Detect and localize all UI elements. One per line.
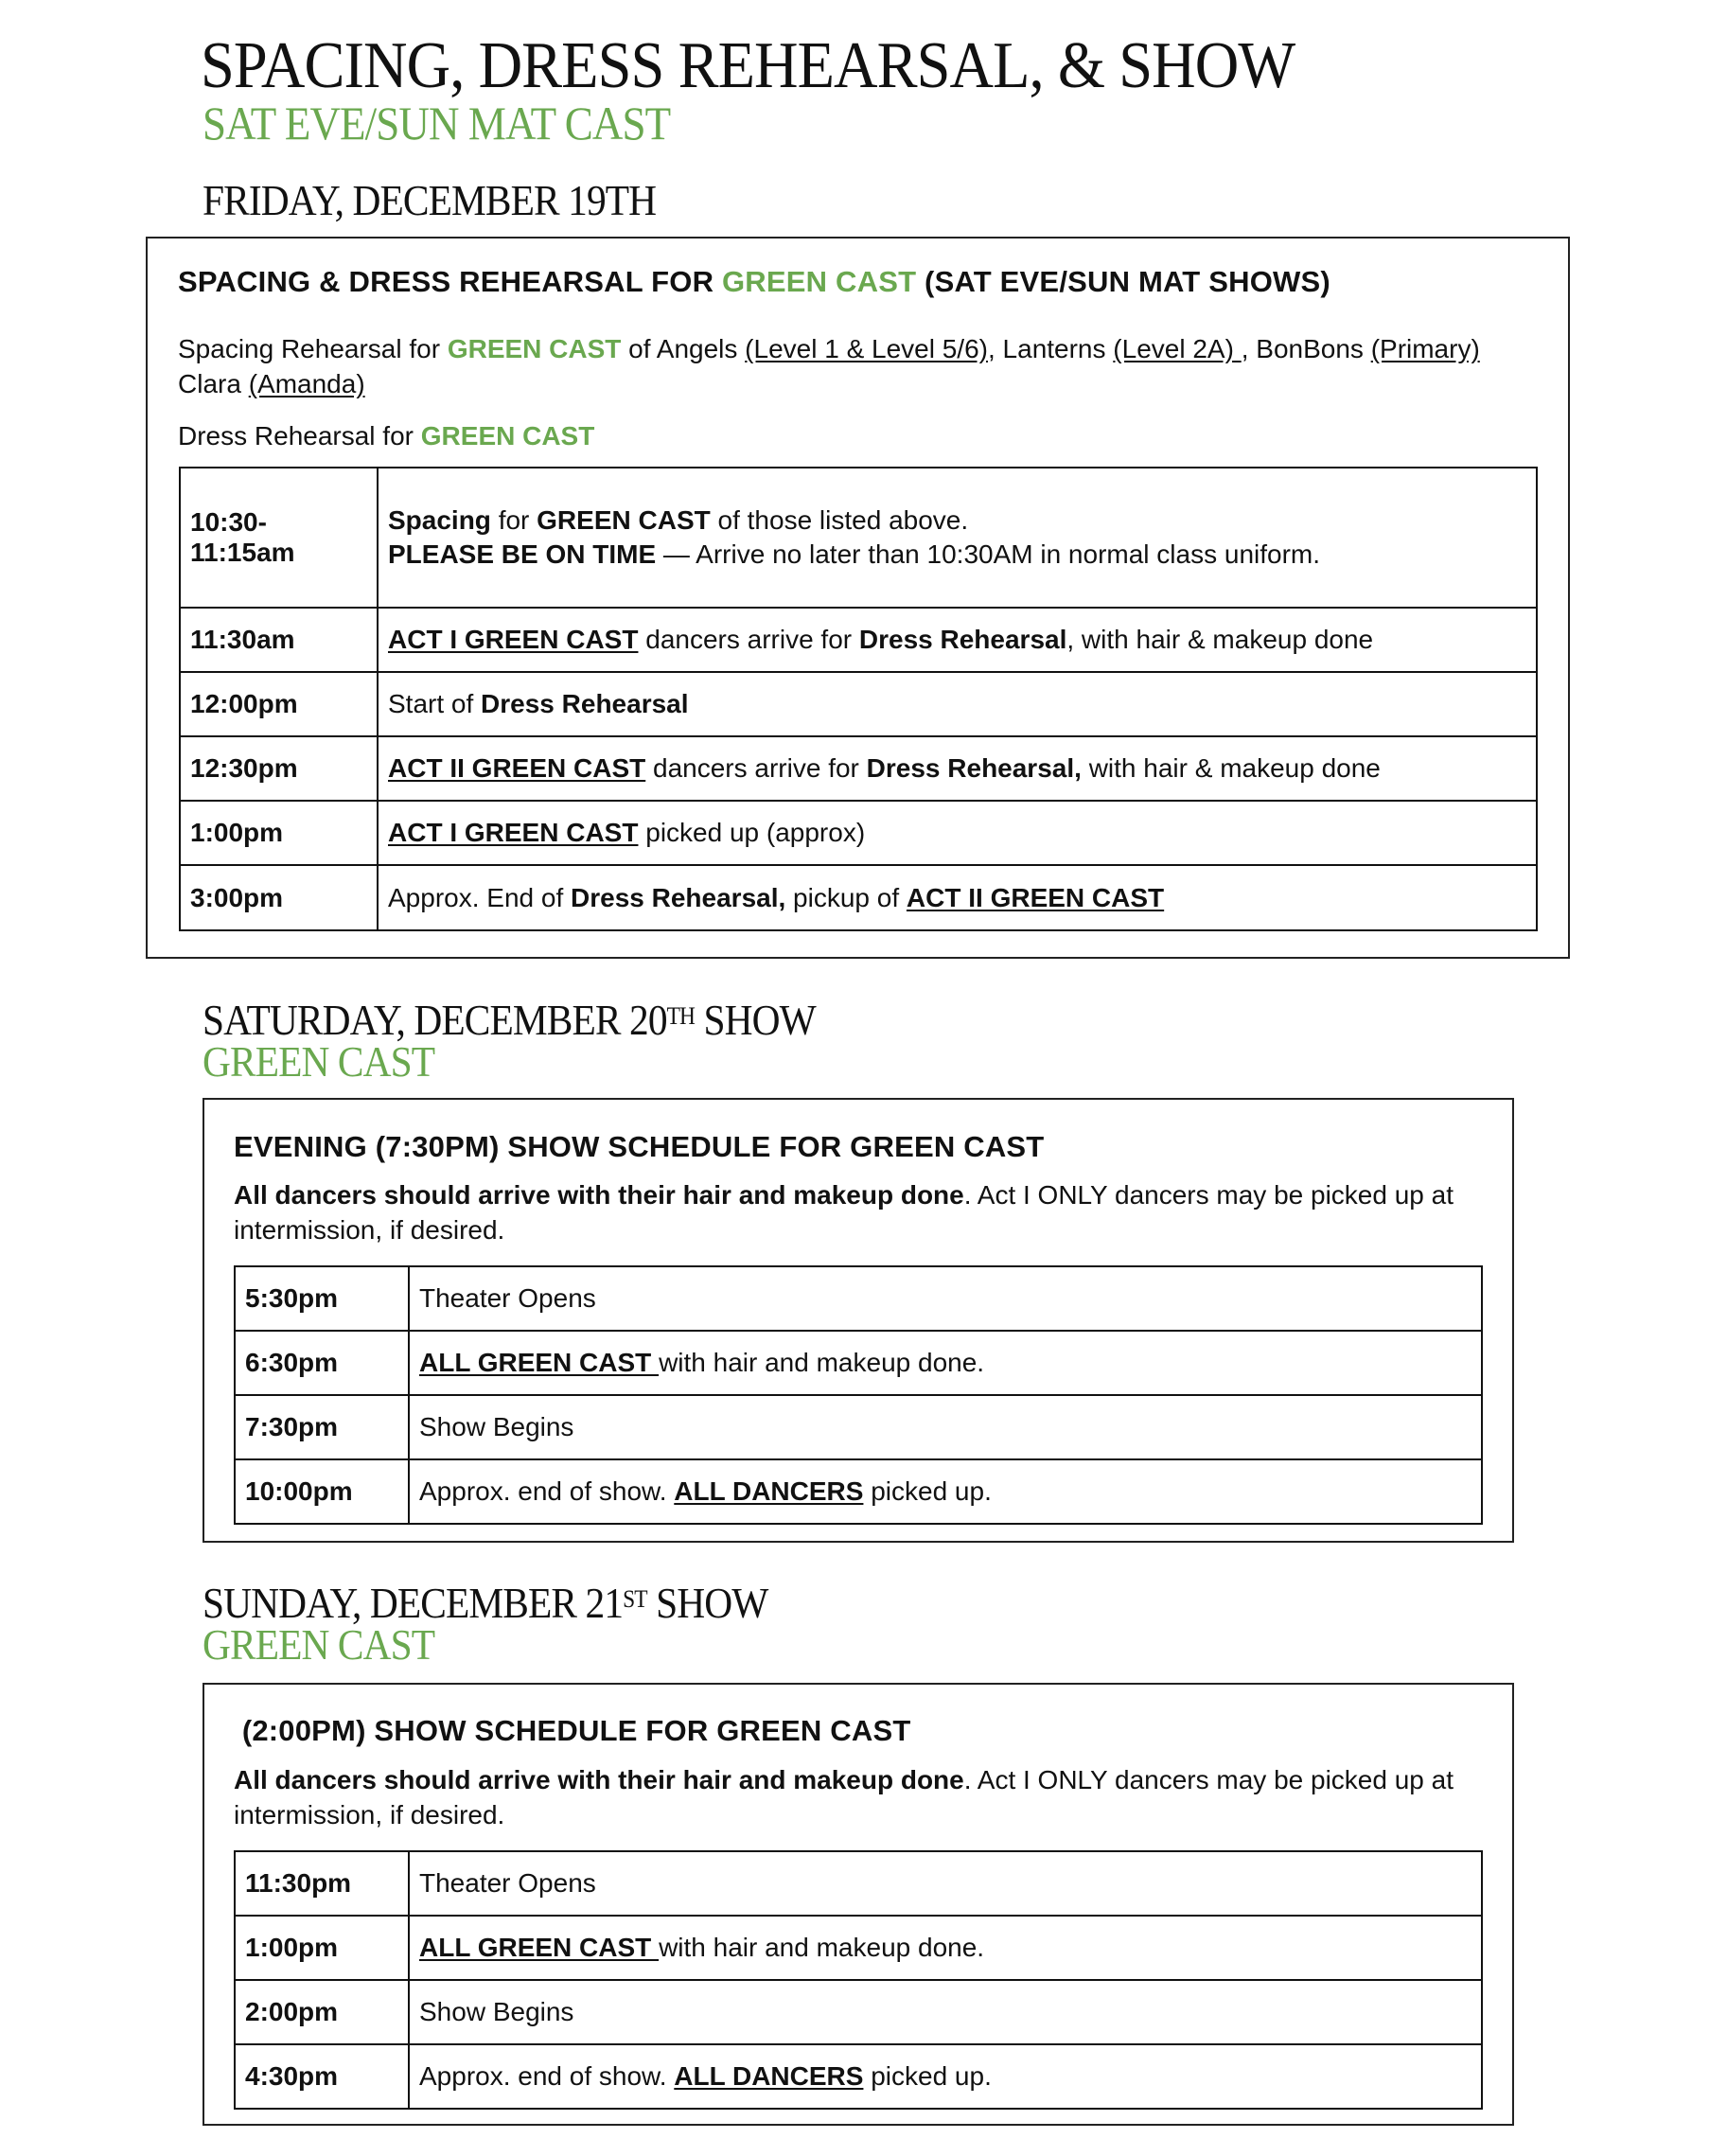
table-row [235, 1980, 1482, 2044]
text: Spacing Rehearsal for [178, 334, 448, 363]
text: Dress Rehearsal for [178, 421, 421, 451]
underlined-bold-text: ACT I GREEN CAST [388, 625, 639, 654]
angels-levels: (Level 1 & Level 5/6) [745, 334, 988, 363]
page-title: SPACING, DRESS REHEARSAL, & SHOW [201, 29, 1295, 102]
event-cell [378, 801, 1537, 865]
time-cell: 10:30-11:15am [180, 468, 378, 608]
table-row [235, 1331, 1482, 1395]
event-cell [409, 1459, 1482, 1524]
page-subtitle: SAT EVE/SUN MAT CAST [203, 97, 671, 150]
sunday-cast: GREEN CAST [203, 1620, 435, 1669]
table-row [235, 1851, 1482, 1916]
text: with hair & makeup done [1081, 753, 1381, 783]
time-cell: 6:30pm [235, 1331, 409, 1395]
friday-box-heading [178, 264, 1330, 300]
underlined-bold-text: ALL GREEN CAST [419, 1933, 660, 1962]
heading-text: SATURDAY, DECEMBER 20 [203, 996, 667, 1044]
text: of those listed above. [710, 505, 969, 535]
ordinal-suffix: ST [623, 1585, 647, 1613]
lanterns-level: (Level 2A) [1113, 334, 1242, 363]
time-cell: 4:30pm [235, 2044, 409, 2109]
saturday-box-heading: EVENING (7:30PM) SHOW SCHEDULE FOR GREEN CAST [234, 1130, 1045, 1163]
text: with hair and makeup done. [659, 1933, 985, 1962]
table-row [235, 1916, 1482, 1980]
time-cell: 11:30am [180, 608, 378, 672]
time-cell: 12:00pm [180, 672, 378, 736]
sunday-box-heading: (2:00PM) SHOW SCHEDULE FOR GREEN CAST [234, 1714, 911, 1747]
green-cast-label: GREEN CAST [721, 265, 917, 298]
table-row [180, 468, 1537, 608]
time-cell: 3:00pm [180, 865, 378, 930]
table-row [180, 736, 1537, 801]
bold-text: PLEASE BE ON TIME [388, 539, 657, 569]
text: Approx. End of [388, 882, 572, 912]
bold-text: Dress Rehearsal [858, 625, 1067, 654]
text: picked up (approx) [638, 818, 866, 847]
time-cell: 10:00pm [235, 1459, 409, 1524]
text: . Act I ONLY dancers may be picked up at intermission, if desired. [234, 1765, 1454, 1829]
text: Start of [388, 689, 482, 718]
text: dancers arrive for [638, 625, 859, 654]
table-row [180, 801, 1537, 865]
text: . Act I ONLY dancers may be picked up at intermission, if desired. [234, 1180, 1454, 1245]
event-cell [409, 2044, 1482, 2109]
heading-text: SUNDAY, DECEMBER 21 [203, 1579, 624, 1627]
event-line [388, 538, 1526, 572]
event-cell [409, 1916, 1482, 1980]
bold-text: All dancers should arrive with their hair and makeup done [234, 1765, 964, 1794]
text: , Lanterns [987, 334, 1114, 363]
time-cell: 12:30pm [180, 736, 378, 801]
table-row [235, 2044, 1482, 2109]
bold-text: GREEN CAST [537, 505, 711, 535]
box-heading-text: SPACING & DRESS REHEARSAL FOR [178, 265, 722, 298]
underlined-bold-text: ALL GREEN CAST [419, 1348, 660, 1377]
text: with hair and makeup done. [659, 1348, 985, 1377]
underlined-bold-text: ACT II GREEN CAST [388, 753, 646, 783]
time-cell: 2:00pm [235, 1980, 409, 2044]
friday-schedule-table [179, 467, 1538, 931]
table-row [235, 1395, 1482, 1459]
text: for [490, 505, 537, 535]
text: dancers arrive for [645, 753, 867, 783]
text: Approx. end of show. [419, 1476, 675, 1506]
sunday-schedule-table [234, 1850, 1483, 2110]
green-cast-label: GREEN CAST [420, 421, 595, 451]
ordinal-suffix: TH [666, 1002, 696, 1030]
table-row [180, 865, 1537, 930]
event-cell [378, 736, 1537, 801]
event-cell: Show Begins [409, 1395, 1482, 1459]
event-cell [378, 608, 1537, 672]
heading-text: SHOW [695, 996, 816, 1044]
saturday-note [234, 1177, 1464, 1247]
event-cell [378, 672, 1537, 736]
spacing-rehearsal-line [178, 331, 1522, 401]
friday-heading: FRIDAY, DECEMBER 19TH [203, 176, 657, 224]
event-line [388, 504, 1526, 538]
table-row [180, 672, 1537, 736]
bold-text: Dress Rehearsal, [866, 753, 1082, 783]
text: pickup of [785, 882, 907, 912]
text: Approx. end of show. [419, 2061, 675, 2091]
event-cell: Show Begins [409, 1980, 1482, 2044]
bold-text: Spacing [388, 505, 491, 535]
clara-name: (Amanda) [248, 369, 365, 398]
time-cell: 1:00pm [235, 1916, 409, 1980]
underlined-bold-text: ACT I GREEN CAST [388, 818, 639, 847]
text: , BonBons [1241, 334, 1371, 363]
table-row [235, 1459, 1482, 1524]
event-cell [378, 865, 1537, 930]
text: picked up. [863, 1476, 992, 1506]
text: — Arrive no later than 10:30AM in normal class uniform. [656, 539, 1321, 569]
event-cell [378, 468, 1537, 608]
table-row [180, 608, 1537, 672]
green-cast-label: GREEN CAST [447, 334, 622, 363]
time-cell: 11:30pm [235, 1851, 409, 1916]
text: picked up. [863, 2061, 992, 2091]
time-cell: 7:30pm [235, 1395, 409, 1459]
bold-text: Dress Rehearsal, [571, 882, 786, 912]
sunday-note [234, 1762, 1464, 1832]
underlined-bold-text: ALL DANCERS [674, 2061, 864, 2091]
bold-text: All dancers should arrive with their hair and makeup done [234, 1180, 964, 1210]
time-cell: 1:00pm [180, 801, 378, 865]
time-cell: 5:30pm [235, 1266, 409, 1331]
table-row [235, 1266, 1482, 1331]
event-cell [409, 1331, 1482, 1395]
event-cell: Theater Opens [409, 1266, 1482, 1331]
dress-rehearsal-line [178, 418, 594, 453]
text: , with hair & makeup done [1066, 625, 1374, 654]
heading-text: SHOW [646, 1579, 768, 1627]
saturday-cast: GREEN CAST [203, 1037, 435, 1086]
underlined-bold-text: ACT II GREEN CAST [906, 882, 1165, 912]
text: of Angels [621, 334, 746, 363]
underlined-bold-text: ALL DANCERS [674, 1476, 864, 1506]
bold-text: Dress Rehearsal [481, 689, 689, 718]
saturday-schedule-table [234, 1265, 1483, 1525]
event-cell: Theater Opens [409, 1851, 1482, 1916]
text: Clara [178, 369, 249, 398]
bonbons-level: (Primary) [1370, 334, 1480, 363]
box-heading-text: (SAT EVE/SUN MAT SHOWS) [916, 265, 1330, 298]
